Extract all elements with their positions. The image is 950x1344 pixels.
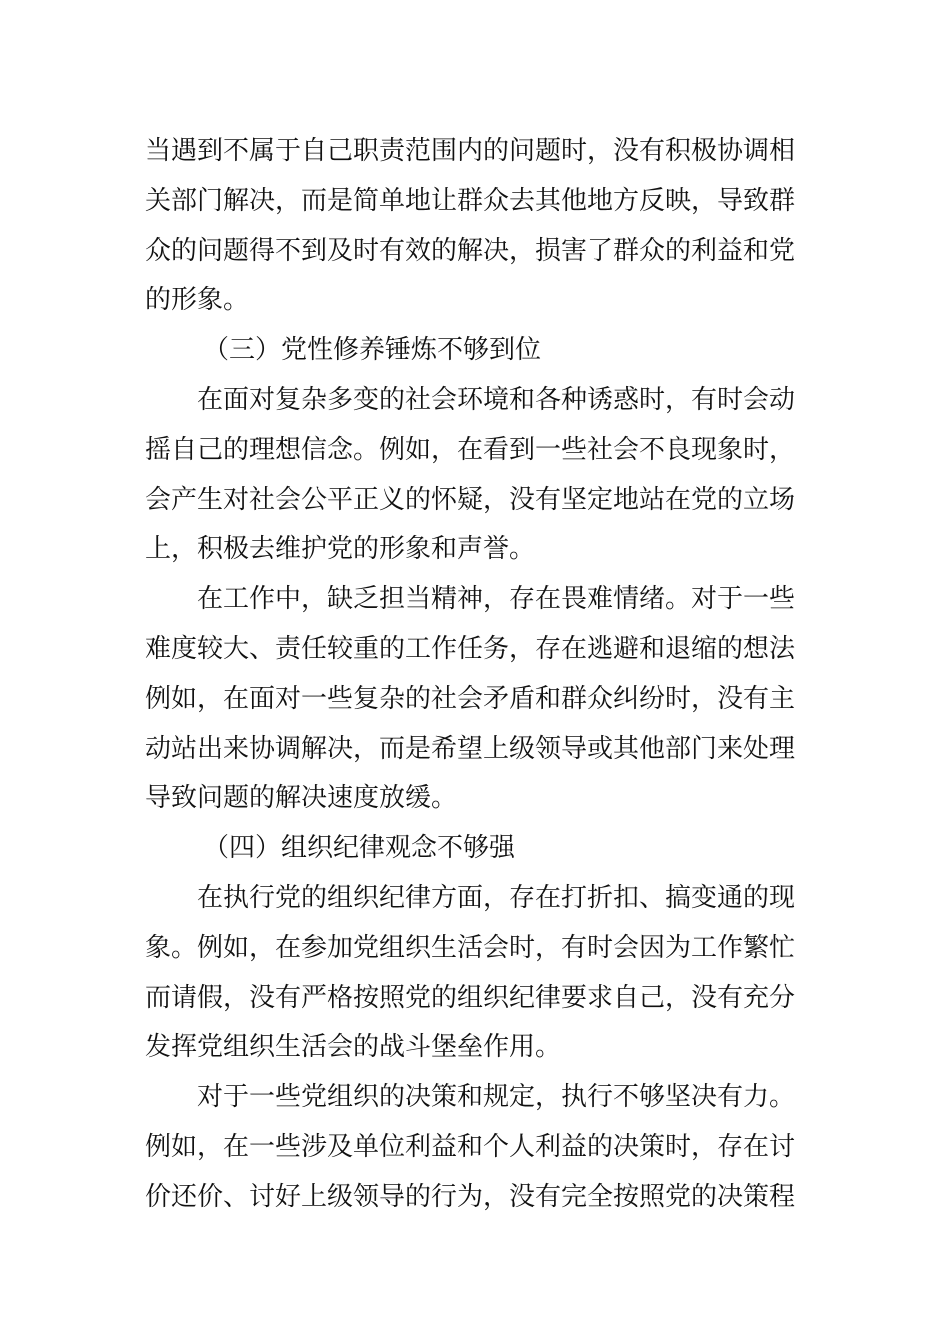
- text-line: 价还价、讨好上级领导的行为，没有完全按照党的决策程: [145, 1181, 796, 1212]
- text-line: 例如，在一些涉及单位利益和个人利益的决策时，存在讨: [145, 1131, 796, 1162]
- document-body: [145, 127, 810, 1223]
- text-line: 在执行党的组织纪律方面，存在打折扣、搞变通的现: [197, 882, 796, 913]
- text-line: 关部门解决，而是简单地让群众去其他地方反映，导致群: [145, 185, 796, 216]
- text-line: 而请假，没有严格按照党的组织纪律要求自己，没有充分: [145, 982, 796, 1013]
- text-line: 上，积极去维护党的形象和声誉。: [145, 534, 536, 565]
- text-line: 发挥党组织生活会的战斗堡垒作用。: [145, 1032, 562, 1063]
- text-line: 在工作中，缺乏担当精神，存在畏难情绪。对于一些: [197, 584, 796, 615]
- text-line: 导致问题的解决速度放缓。: [145, 783, 458, 814]
- section-heading-three: （三）党性修养锤炼不够到位: [203, 335, 542, 366]
- text-line: 摇自己的理想信念。例如，在看到一些社会不良现象时，: [145, 434, 796, 465]
- text-line: 在面对复杂多变的社会环境和各种诱惑时，有时会动: [197, 384, 796, 415]
- text-line: 会产生对社会公平正义的怀疑，没有坚定地站在党的立场: [145, 484, 796, 515]
- text-line: 例如，在面对一些复杂的社会矛盾和群众纠纷时，没有主: [145, 683, 796, 714]
- text-line: 当遇到不属于自己职责范围内的问题时，没有积极协调相: [145, 136, 796, 166]
- text-line: 的形象。: [145, 285, 250, 316]
- text-line: 众的问题得不到及时有效的解决，损害了群众的利益和党: [145, 235, 796, 266]
- text-line: 象。例如，在参加党组织生活会时，有时会因为工作繁忙: [145, 932, 796, 963]
- text-line: 对于一些党组织的决策和规定，执行不够坚决有力。: [197, 1082, 796, 1113]
- text-line: 动站出来协调解决，而是希望上级领导或其他部门来处理: [145, 733, 796, 764]
- text-line: 难度较大、责任较重的工作任务，存在逃避和退缩的想法: [145, 633, 796, 664]
- section-heading-four: （四）组织纪律观念不够强: [203, 833, 516, 864]
